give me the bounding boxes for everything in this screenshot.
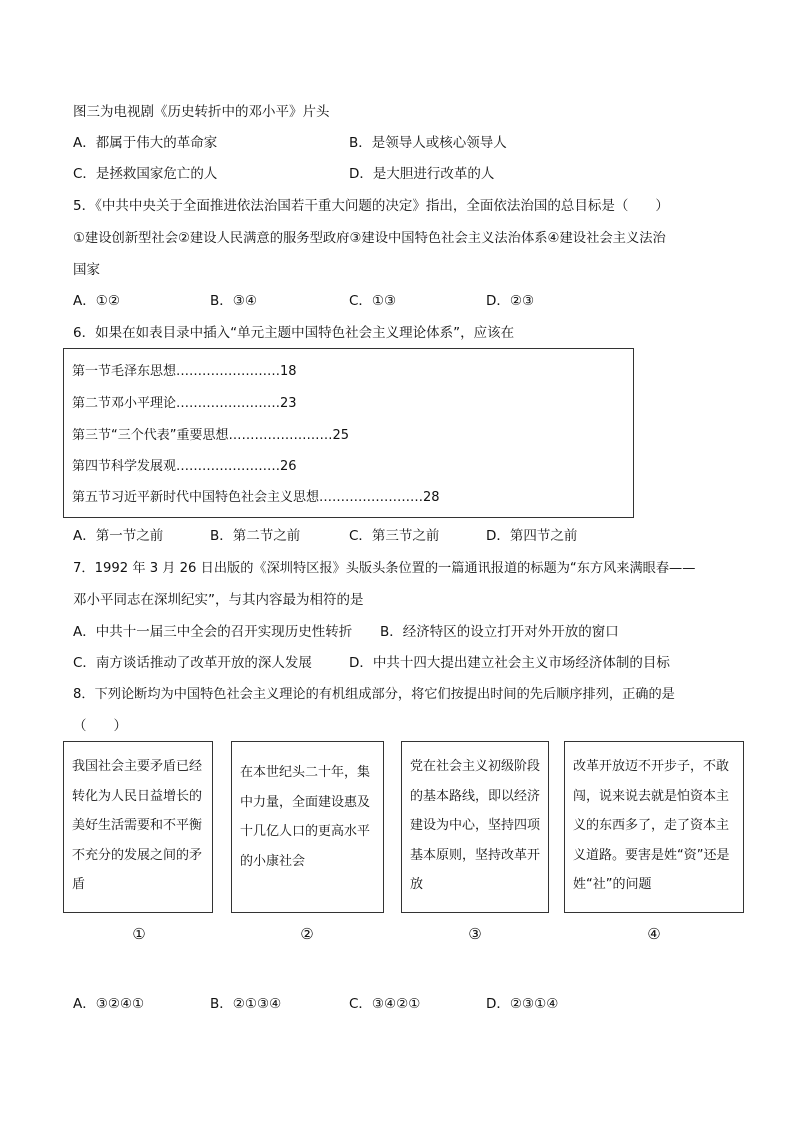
q6-option-a: A．第一节之前 — [73, 528, 164, 544]
q8-option-a: A．③②④① — [73, 996, 145, 1012]
intro-line: 图三为电视剧《历史转折中的邓小平》片头 — [73, 104, 330, 120]
q5-option-b: B．③④ — [210, 293, 257, 309]
q4-option-d: D．是大胆进行改革的人 — [349, 166, 495, 182]
statement-card-1-text: 我国社会主要矛盾已经转化为人民日益增长的美好生活需要和不平衡不充分的发展之间的矛盾 — [72, 759, 203, 892]
q7-option-b: B．经济特区的设立打开对外开放的窗口 — [380, 624, 619, 640]
q5-option-c: C．①③ — [349, 293, 397, 309]
q7-option-a: A．中共十一届三中全会的召开实现历史性转折 — [73, 624, 353, 640]
toc-entry-4: 第四节科学发展观……………………26 — [72, 459, 297, 474]
q6-stem: 6．如果在如表目录中插入“单元主题中国特色社会主义理论体系”，应该在 — [73, 325, 515, 341]
q7-option-c: C．南方谈话推动了改革开放的深人发展 — [73, 655, 312, 671]
q4-option-a: A．都属于伟大的革命家 — [73, 135, 218, 151]
statement-card-1 — [63, 741, 213, 913]
statement-card-2 — [231, 741, 384, 913]
q7-option-d: D．中共十四大提出建立社会主义市场经济体制的目标 — [349, 655, 670, 671]
table-of-contents-box — [63, 348, 634, 518]
q5-items-line1: ①建设创新型社会②建设人民满意的服务型政府③建设中国特色社会主义法治体系④建设社会主义法治 — [73, 231, 666, 246]
card-marker-2: ② — [300, 925, 314, 943]
q5-items-line2: 国家 — [73, 262, 100, 278]
q7-stem-line1: 7．1992 年 3 月 26 日出版的《深圳特区报》头版头条位置的一篇通讯报道的标题为“东方风来满眼春—— — [73, 561, 696, 576]
statement-card-3 — [401, 741, 549, 913]
card-marker-1: ① — [132, 925, 146, 943]
toc-entry-5: 第五节习近平新时代中国特色社会主义思想……………………28 — [72, 490, 440, 505]
q5-stem: 5．《中共中央关于全面推进依法治国若干重大问题的决定》指出，全面依法治国的总目标是（ ） — [73, 198, 669, 214]
statement-card-3-text: 党在社会主义初级阶段的基本路线，即以经济建设为中心，坚持四项基本原则，坚持改革开放 — [410, 759, 541, 892]
q8-stem-line2: （ ） — [73, 718, 127, 734]
q6-option-d: D．第四节之前 — [486, 528, 578, 544]
q4-option-c: C．是拯救国家危亡的人 — [73, 166, 218, 182]
statement-card-4 — [564, 741, 744, 913]
q5-option-a: A．①② — [73, 293, 120, 309]
q8-option-b: B．②①③④ — [210, 996, 282, 1012]
toc-entry-3: 第三节“三个代表”重要思想……………………25 — [72, 428, 350, 443]
card-marker-3: ③ — [468, 925, 482, 943]
statement-card-2-text: 在本世纪头二十年，集中力量，全面建设惠及十几亿人口的更高水平的小康社会 — [240, 765, 371, 869]
q5-option-d: D．②③ — [486, 293, 535, 309]
card-marker-4: ④ — [647, 925, 661, 943]
q8-option-d: D．②③①④ — [486, 996, 559, 1012]
q8-stem-line1: 8．下列论断均为中国特色社会主义理论的有机组成部分，将它们按提出时间的先后顺序排列，正确的是 — [73, 687, 675, 702]
q6-option-c: C．第三节之前 — [349, 528, 440, 544]
toc-entry-2: 第二节邓小平理论……………………23 — [72, 396, 297, 411]
q4-option-b: B．是领导人或核心领导人 — [349, 135, 507, 151]
q8-option-c: C．③④②① — [349, 996, 421, 1012]
q6-option-b: B．第二节之前 — [210, 528, 301, 544]
toc-entry-1: 第一节毛泽东思想……………………18 — [72, 364, 297, 379]
q7-stem-line2: 邓小平同志在深圳纪实”，与其内容最为相符的是 — [73, 592, 364, 608]
statement-card-4-text: 改革开放迈不开步子，不敢闯，说来说去就是怕资本主义的东西多了，走了资本主义道路。要害是姓“资”还是姓“社”的问题 — [573, 759, 730, 892]
